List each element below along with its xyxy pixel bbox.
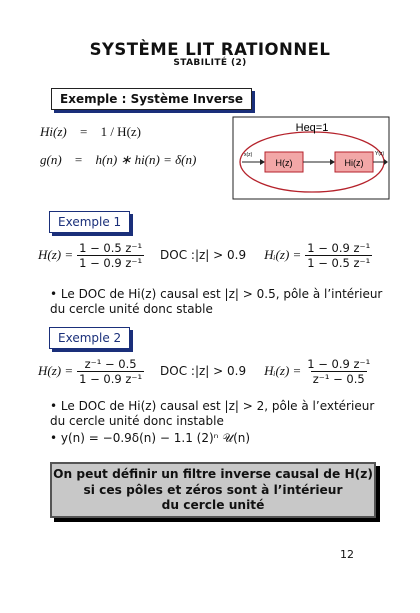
- eq1-rhs: 1 / H(z): [100, 124, 141, 139]
- conclusion-box: [50, 462, 376, 518]
- example1-label: Exemple 1: [49, 211, 130, 233]
- hi-fraction: $\frac{\text{1 − 0.9 z⁻¹}}{\text{1 − 0.5 z⁻¹}}$: [307, 241, 371, 270]
- inverse-system-diagram: [232, 116, 390, 200]
- hi2-fraction: $\frac{\text{1 − 0.9 z⁻¹}}{\text{z⁻¹ − 0.5}}$: [307, 357, 371, 386]
- block2-label: Hi(z): [344, 158, 364, 168]
- eq2-lhs: g(n): [40, 152, 62, 167]
- h-fraction: $\frac{\text{1 − 0.5 z⁻¹}}{\text{1 − 0.9 z⁻¹}}$: [79, 241, 143, 270]
- eq2-rhs: h(n) ∗ hi(n) = δ(n): [95, 152, 197, 167]
- page-subtitle: STABILITÉ (2): [173, 58, 247, 68]
- diagram-title: Heq=1: [295, 122, 329, 134]
- hi-label: Hᵢ(z) =: [264, 247, 302, 262]
- example1-bullet-line1: • Le DOC de Hi(z) causal est |z| > 0.5, pôle à l’intérieur: [50, 287, 383, 301]
- h2-label: H(z) =: [38, 363, 74, 378]
- equation-inverse: Hi(z) = 1 / H(z): [40, 124, 141, 139]
- h2-fraction: $\frac{\text{z⁻¹ − 0.5}}{\text{1 − 0.9 z⁻¹}}$: [79, 357, 143, 386]
- diagram-input-label: x(z): [244, 152, 253, 158]
- example1-equation: [38, 241, 372, 270]
- example2-doc: DOC :|z| > 0.9: [160, 364, 247, 378]
- h-label: H(z) =: [38, 247, 74, 262]
- example1-doc: DOC :|z| > 0.9: [160, 248, 247, 262]
- example2-label: Exemple 2: [49, 327, 130, 349]
- page-title: SYSTÈME LIT RATIONNEL: [89, 40, 331, 59]
- hi2-label: Hᵢ(z) =: [264, 363, 302, 378]
- conclusion-line3: du cercle unité: [161, 498, 265, 512]
- example2-equation: [38, 357, 372, 386]
- example1-bullet-line2: du cercle unité donc stable: [50, 302, 213, 316]
- example2-bullet1-line2: du cercle unité donc instable: [50, 414, 224, 428]
- example2-bullet1-line1: • Le DOC de Hi(z) causal est |z| > 2, pôle à l’extérieur: [50, 399, 375, 413]
- conclusion-line2: si ces pôles et zéros sont à l’intérieur: [83, 482, 343, 497]
- example-label: Exemple : Système Inverse: [51, 88, 252, 110]
- conclusion-line1: On peut définir un filtre inverse causal de H(z): [53, 467, 373, 481]
- eq1-lhs: Hi(z): [40, 124, 67, 139]
- block1-label: H(z): [275, 158, 293, 168]
- equation-convolution: g(n) = h(n) ∗ hi(n) = δ(n): [40, 152, 197, 167]
- diagram-output-label: Y(z): [375, 151, 385, 157]
- page-number: 12: [340, 548, 354, 561]
- example2-bullet2: • y(n) = −0.9δ(n) − 1.1 (2)ⁿ 𝒰(n): [50, 431, 251, 445]
